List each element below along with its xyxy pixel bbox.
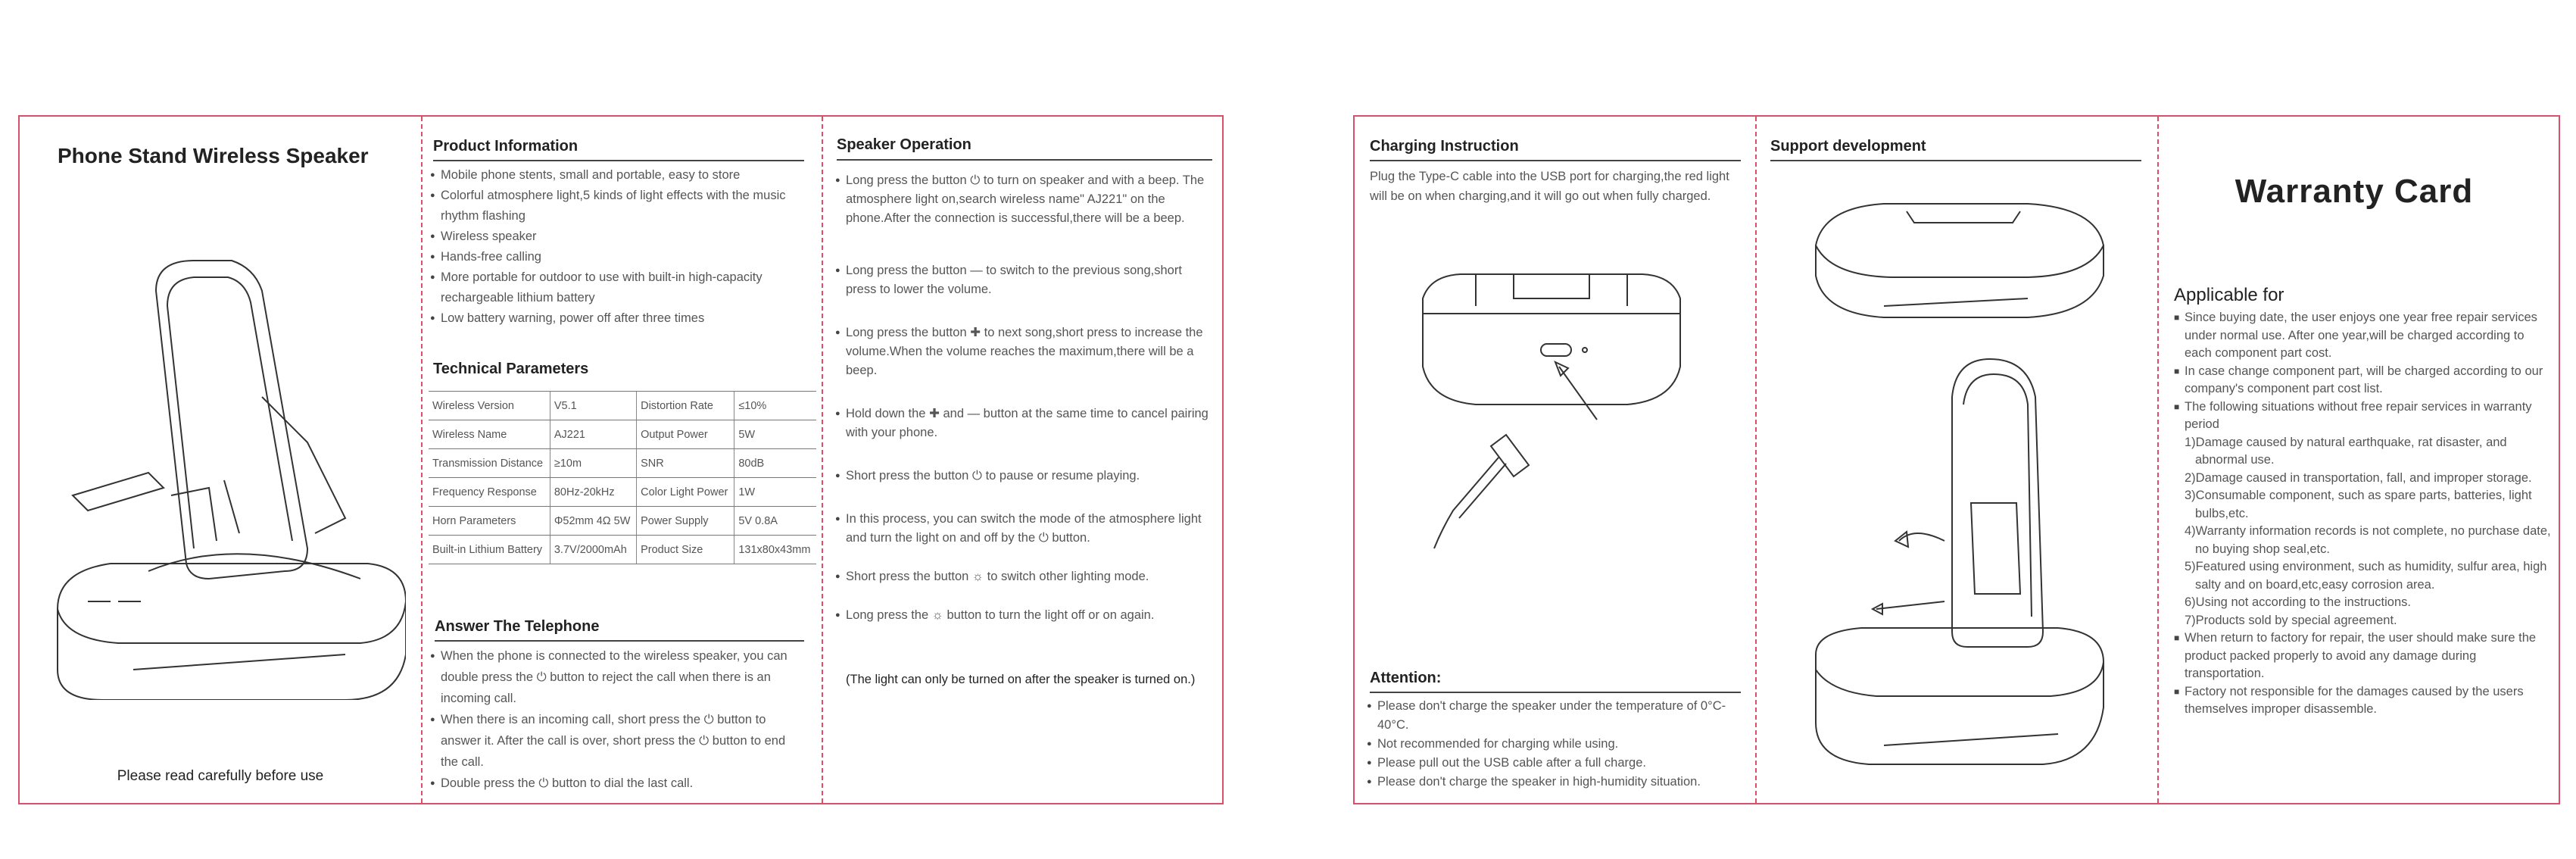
table-row — [429, 478, 816, 507]
list-item: 7)Products sold by special agreement. — [2185, 613, 2397, 627]
attention-list — [1367, 697, 1742, 792]
table-cell: 80Hz-20kHz — [550, 478, 636, 507]
list-item: ● Wireless speaker — [430, 226, 801, 247]
light-note: (The light can only be turned on after the speaker is turned on.) — [846, 673, 1196, 686]
charging-illustration — [1400, 268, 1703, 556]
list-item: ■ In case change component part, will be charged according to our company's component part cost list. — [2174, 363, 2553, 398]
table-cell: Wireless Version — [429, 392, 550, 420]
list-item: ■ The following situations without free repair services in warranty period — [2174, 398, 2553, 434]
warranty-terms — [2174, 309, 2553, 719]
list-item: ● In this process, you can switch the mode of the atmosphere light and turn the light on and off by the ⏻ button. — [835, 510, 1211, 548]
list-item: ● Low battery warning, power off after three times — [430, 308, 801, 329]
product-info-list — [430, 165, 801, 329]
table-cell: Φ52mm 4Ω 5W — [550, 507, 636, 536]
table-cell: 3.7V/2000mAh — [550, 536, 636, 564]
list-item: ● Long press the ☼ button to turn the light off or on again. — [835, 606, 1211, 625]
table-cell: AJ221 — [550, 420, 636, 449]
table-cell: Output Power — [637, 420, 734, 449]
table-cell: Transmission Distance — [429, 449, 550, 478]
warranty-exclusions — [2174, 434, 2553, 630]
list-item: ● Short press the button ☼ to switch other lighting mode. — [835, 567, 1211, 586]
list-item: ● Hold down the ✚ and — button at the same time to cancel pairing with your phone. — [835, 405, 1211, 442]
table-cell: 131x80x43mm — [734, 536, 816, 564]
warranty-list-continued — [2174, 629, 2553, 719]
list-item: ● Short press the button ⏻ to pause or resume playing. — [835, 467, 1211, 486]
tech-params-heading: Technical Parameters — [433, 361, 589, 377]
table-cell: Color Light Power — [637, 478, 734, 507]
product-title: Phone Stand Wireless Speaker — [58, 144, 369, 167]
list-item: ● Long press the button ✚ to next song,short press to increase the volume.When the volume reaches the maximum,there will be a beep. — [835, 323, 1211, 380]
speaker-operation-panel — [822, 117, 1222, 803]
cover-panel — [20, 117, 421, 803]
list-item: ● Not recommended for charging while using. — [1367, 735, 1742, 754]
list-item: ● Long press the button — to switch to the previous song,short press to lower the volume. — [835, 261, 1211, 299]
list-item: ● Mobile phone stents, small and portable, easy to store — [430, 165, 801, 186]
list-item: ● Please pull out the USB cable after a full charge. — [1367, 754, 1742, 773]
list-item: 6)Using not according to the instructions. — [2185, 595, 2411, 609]
table-row — [429, 449, 816, 478]
list-item: ● Colorful atmosphere light,5 kinds of light effects with the music rhythm flashing — [430, 186, 801, 226]
manual-sheet-left — [18, 115, 1224, 804]
product-info-heading: Product Information — [433, 138, 804, 161]
table-cell: V5.1 — [550, 392, 636, 420]
table-cell: 5W — [734, 420, 816, 449]
table-cell: 5V 0.8A — [734, 507, 816, 536]
table-cell: Wireless Name — [429, 420, 550, 449]
table-cell: Product Size — [637, 536, 734, 564]
list-item: ■ Since buying date, the user enjoys one year free repair services under normal use. After one year,will be charged according to each component part cost. — [2174, 309, 2553, 363]
speaker-operation-heading: Speaker Operation — [837, 136, 971, 153]
list-item: ■ Factory not responsible for the damages caused by the users themselves improper disassemble. — [2174, 683, 2553, 719]
list-item: ● When there is an incoming call, short press the ⏻ button to answer it. After the call is over, short press the ⏻ button to end the call. — [430, 709, 801, 773]
list-item: 5)Featured using environment, such as humidity, sulfur area, high salty and on board,etc,easy corrosion area. — [2185, 560, 2547, 592]
table-row — [429, 392, 816, 420]
speaker-top-illustration — [1801, 192, 2111, 329]
table-cell: 80dB — [734, 449, 816, 478]
answer-telephone-list — [430, 645, 801, 794]
warranty-subtitle: Applicable for — [2174, 285, 2284, 305]
table-cell: Built-in Lithium Battery — [429, 536, 550, 564]
support-heading: Support development — [1770, 138, 2141, 161]
answer-telephone-heading: Answer The Telephone — [435, 618, 804, 642]
list-item: ● Please don't charge the speaker in high-humidity situation. — [1367, 773, 1742, 792]
tech-params-table — [429, 391, 816, 564]
read-carefully-note: Please read carefully before use — [117, 768, 324, 784]
list-item: ● Double press the ⏻ button to dial the last call. — [430, 773, 801, 794]
support-panel — [1755, 117, 2157, 803]
table-cell: 1W — [734, 478, 816, 507]
table-cell: Frequency Response — [429, 478, 550, 507]
list-item: ● More portable for outdoor to use with built-in high-capacity rechargeable lithium battery — [430, 267, 801, 308]
table-row — [429, 536, 816, 564]
phone-stand-speaker-illustration — [42, 245, 406, 700]
info-panel — [421, 117, 822, 803]
table-cell: ≤10% — [734, 392, 816, 420]
list-item: ● Please don't charge the speaker under the temperature of 0°C-40°C. — [1367, 697, 1742, 735]
speaker-operation-list — [835, 171, 1211, 640]
warranty-list — [2174, 309, 2553, 434]
list-item: ● Long press the button ⏻ to turn on speaker and with a beep. The atmosphere light on,search wireless name" AJ221" on the phone.After the connection is successful,there will be a beep. — [835, 171, 1211, 228]
charging-heading: Charging Instruction — [1370, 138, 1741, 161]
list-item: ● When the phone is connected to the wireless speaker, you can double press the ⏻ button to reject the call when there is an incoming call. — [430, 645, 801, 709]
stand-unfold-illustration — [1801, 351, 2119, 776]
list-item: 4)Warranty information records is not complete, no purchase date, no buying shop seal,etc. — [2185, 524, 2551, 556]
table-cell: Horn Parameters — [429, 507, 550, 536]
warranty-title: Warranty Card — [2235, 173, 2474, 210]
list-item: 2)Damage caused in transportation, fall, and improper storage. — [2185, 470, 2532, 485]
table-cell: Power Supply — [637, 507, 734, 536]
table-row — [429, 420, 816, 449]
attention-heading: Attention: — [1370, 670, 1741, 693]
list-item: 3)Consumable component, such as spare parts, batteries, light bulbs,etc. — [2185, 489, 2532, 520]
table-cell: Distortion Rate — [637, 392, 734, 420]
charging-text: Plug the Type-C cable into the USB port for charging,the red light will be on when charging,and it will go out when fully charged. — [1370, 170, 1729, 203]
table-cell: ≥10m — [550, 449, 636, 478]
list-item: ● Hands-free calling — [430, 247, 801, 267]
list-item: ■ When return to factory for repair, the user should make sure the product packed properly to avoid any damage during transportation. — [2174, 629, 2553, 683]
table-cell: SNR — [637, 449, 734, 478]
list-item: 1)Damage caused by natural earthquake, rat disaster, and abnormal use. — [2185, 435, 2507, 467]
manual-sheet-right — [1353, 115, 2560, 804]
warranty-panel — [2157, 117, 2559, 803]
heading-rule — [837, 159, 1212, 161]
charging-panel — [1355, 117, 1755, 803]
table-row — [429, 507, 816, 536]
